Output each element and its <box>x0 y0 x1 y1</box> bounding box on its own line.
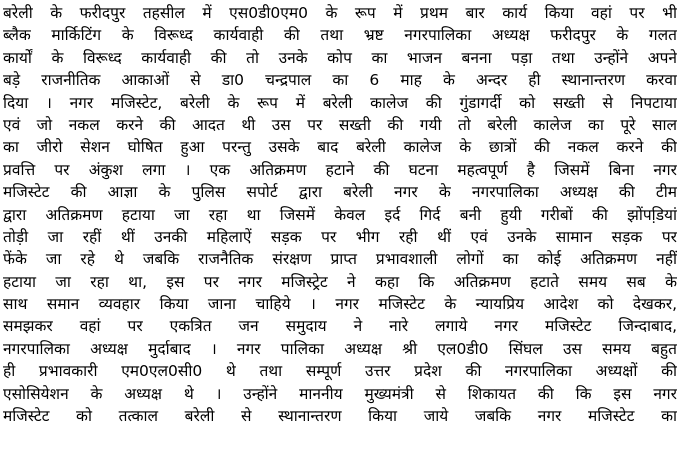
text-line-11: तोड़ी जा रहीं थीं उनकी महिलाऐं सड़क पर भीग रही थीं एवं उनके सामान सड़क पर <box>3 227 677 246</box>
text-line-17: ही प्रभावकारी एम0एल0सी0 थे तथा सम्पूर्ण उत्तर प्रदेश की नगरपालिका अध्यक्षों की <box>3 362 677 381</box>
text-line-5: दिया । नगर मजिस्टेट, बरेली के रूप में बरेली कालेज की गुंडागर्दी को सख्ती से निपटाया <box>3 93 677 112</box>
text-line-16: नगरपालिका अध्यक्ष मुर्दाबाद । नगर पालिका अध्यक्ष श्री एल0डी0 सिंघल उस समय बहुत <box>3 339 677 358</box>
text-line-3: कार्यों के विरूध्द कार्यवाही की तो उनके कोप का भाजन बनना पड़ा तथा उन्होंने अपने <box>3 48 677 67</box>
text-line-6: एवं जो नकल करने की आदत थी उस पर सख्ती की गयी तो बरेली कालेज का पूरे साल <box>3 115 677 134</box>
text-line-15: समझकर वहां पर एकत्रित जन समुदाय ने नारे लगाये नगर मजिस्टेट जिन्दाबाद, <box>3 317 677 336</box>
text-line-2: ब्लैक मार्किटिंग के विरूध्द कार्यवाही की तथा भ्रष्ट नगरपालिका अध्यक्ष फरीदपुर के गलत <box>3 26 677 45</box>
text-line-10: द्वारा अतिक्रमण हटाया जा रहा था जिसमें केवल इर्द गिर्द बनी हुयी गरीबों की झोंपडि़यां <box>3 205 677 224</box>
text-line-7: का जीरो सेशन घोषित हुआ परन्तु उसके बाद बरेली कालेज के छात्रों की नकल करने की <box>3 138 677 157</box>
text-line-8: प्रवत्ति पर अंकुश लगा । एक अतिक्रमण हटाने की घटना महत्वपूर्ण है जिसमें बिना नगर <box>3 160 677 179</box>
text-line-1: बरेली के फरीदपुर तहसील में एस0डी0एम0 के रूप में प्रथम बार कार्य किया वहां पर भी <box>3 4 677 22</box>
text-line-19: मजिस्टेट को तत्काल बरेली से स्थानान्तरण किया जाये जबकि नगर मजिस्टेट का <box>3 407 677 426</box>
text-line-18: एसोसियेशन के अध्यक्ष थे । उन्होंने माननीय मुख्यमंत्री से शिकायत की कि इस नगर <box>3 384 677 403</box>
text-line-14: साथ समान व्यवहार किया जाना चाहिये । नगर मजिस्टेट के न्यायप्रिय आदेश को देखकर, <box>3 295 677 314</box>
text-line-12: फेंके जा रहे थे जबकि राजनैतिक संरक्षण प्राप्त प्रभावशाली लोगों का कोई अतिक्रमण नहीं <box>3 250 677 269</box>
text-line-9: मजिस्टेट की आज्ञा के पुलिस सपोर्ट द्वारा बरेली नगर के नगरपालिका अध्यक्ष की टीम <box>3 183 677 202</box>
document-body-text <box>3 2 677 427</box>
text-line-13: हटाया जा रहा था, इस पर नगर मजिस्ट्रेट ने कहा कि अतिक्रमण हटाते समय सब के <box>3 272 677 291</box>
text-line-4: बड़े राजनीतिक आकाओं से डा0 चन्द्रपाल का 6 माह के अन्दर ही स्थानान्तरण करवा <box>3 71 677 90</box>
